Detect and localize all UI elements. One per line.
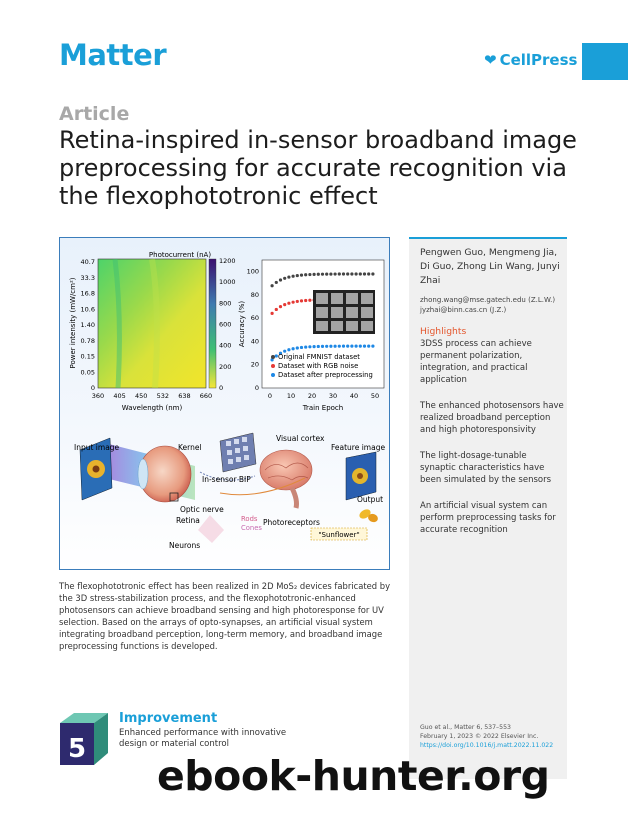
neurons-label: Neurons	[169, 541, 201, 550]
accuracy-point	[342, 272, 345, 275]
publisher-logo	[484, 51, 577, 69]
retina-layers	[198, 515, 224, 543]
doi-link[interactable]: https://doi.org/10.1016/j.matt.2022.11.022	[420, 742, 554, 749]
colorbar-tick: 1200	[219, 257, 236, 265]
colorbar-tick: 0	[219, 384, 224, 392]
sample-images-inset	[313, 290, 375, 334]
cones-label: Cones	[241, 524, 262, 532]
journal-title: Matter	[59, 38, 167, 72]
accuracy-point	[296, 274, 299, 277]
accuracy-point	[275, 308, 278, 311]
highlight-item: 3DSS process can achieve permanent polarization, integration, and practical application	[420, 339, 532, 385]
accuracy-point	[350, 345, 353, 348]
accuracy-point	[367, 272, 370, 275]
accuracy-point	[292, 275, 295, 278]
accuracy-point	[317, 345, 320, 348]
accuracy-ytick: 60	[250, 314, 259, 323]
heatmap-ytick: 1.40	[80, 321, 95, 329]
highlight-item: The enhanced photosensors have realized broadband perception and high photoresponsivity	[420, 401, 564, 435]
improvement-description: Enhanced performance with innovative design or material control	[119, 728, 287, 749]
accuracy-point	[350, 272, 353, 275]
colorbar-tick: 600	[219, 320, 232, 329]
accuracy-point	[279, 278, 282, 281]
heatmap-xtick: 660	[199, 392, 213, 400]
heatmap-ytick: 0.15	[80, 352, 95, 361]
author-list: Pengwen Guo, Mengmeng Jia, Di Guo, Zhong Lin Wang, Junyi Zhai	[420, 247, 560, 286]
article-title: Retina-inspired in-sensor broadband image preprocessing for accurate recognition via the flexophototronic effect	[59, 126, 577, 210]
accuracy-point	[338, 345, 341, 348]
graphical-abstract	[59, 237, 390, 570]
heatmap-ytick: 40.7	[80, 258, 95, 266]
colorbar-tick: 200	[219, 362, 232, 371]
article-type-label: Article	[59, 103, 130, 125]
improvement-title: Improvement	[119, 711, 218, 726]
accuracy-point	[300, 299, 303, 302]
email-link[interactable]: jyzhai@binn.cas.cn (J.Z.)	[420, 306, 507, 314]
eye-lens	[138, 459, 148, 489]
retina-label: Retina	[176, 516, 200, 525]
colorbar-tick: 1000	[219, 278, 236, 287]
heatmap-ylabel: Power intensity (mW/cm²)	[69, 277, 77, 369]
legend-entry: Dataset after preprocessing	[278, 371, 373, 379]
accuracy-point	[313, 273, 316, 276]
accuracy-point	[371, 272, 374, 275]
accuracy-point	[355, 272, 358, 275]
highlights-heading: Highlights	[420, 326, 467, 337]
accuracy-point	[367, 345, 370, 348]
accuracy-point	[283, 303, 286, 306]
colorbar	[209, 259, 216, 388]
kernel-grid	[220, 433, 256, 472]
accuracy-xtick: 30	[328, 392, 338, 400]
improvement-badge-icon	[60, 713, 108, 765]
accuracy-point	[355, 345, 358, 348]
accuracy-point	[275, 281, 278, 284]
heatmap-xlabel: Wavelength (nm)	[121, 404, 183, 412]
accuracy-point	[329, 345, 332, 348]
contact-emails	[420, 295, 565, 315]
accuracy-point	[296, 300, 299, 303]
cellpress-icon: ❤	[484, 51, 497, 69]
heatmap-ytick: 0.05	[80, 368, 95, 377]
accuracy-point	[283, 277, 286, 280]
accuracy-point	[313, 345, 316, 348]
accuracy-point	[304, 345, 307, 348]
accuracy-point	[371, 345, 374, 348]
legend-marker	[271, 355, 275, 359]
publisher-name: CellPress	[499, 51, 578, 69]
figure-caption: The flexophototronic effect has been realized in 2D MoS₂ devices fabricated by the 3D stress-stabilization process, and the flexophototronic-enhanced photosensors can achieve broadband sensing and high photoresponse for UV selection. Based on the arrays of opto-synapses, an artificial visual system integrating broadband perception, long-term memory, and broadband image preprocessing functions is developed.	[59, 581, 391, 651]
legend-marker	[271, 364, 275, 368]
accuracy-xtick: 40	[349, 392, 359, 400]
accuracy-point	[325, 345, 328, 348]
accuracy-point	[321, 273, 324, 276]
corner-accent	[582, 43, 628, 80]
heatmap-xtick: 638	[178, 392, 191, 400]
heatmap-xtick: 360	[91, 392, 105, 400]
accuracy-ytick: 80	[250, 290, 259, 299]
accuracy-ytick: 0	[254, 384, 259, 392]
accuracy-point	[329, 272, 332, 275]
heatmap-ytick: 0	[90, 384, 95, 392]
accuracy-point	[304, 273, 307, 276]
accuracy-point	[338, 272, 341, 275]
visual-cortex-label: Visual cortex	[276, 434, 325, 443]
rods-label: Rods	[241, 515, 258, 523]
accuracy-point	[271, 312, 274, 315]
citation-block	[420, 723, 565, 750]
badge-number: 5	[67, 734, 87, 764]
result-label: "Sunflower"	[318, 531, 360, 539]
accuracy-point	[287, 348, 290, 351]
accuracy-point	[287, 302, 290, 305]
in-sensor-bip-label: In-sensor BIP	[202, 475, 251, 484]
watermark-text: ebook-hunter.org	[157, 752, 550, 800]
optic-nerve-label: Optic nerve	[180, 505, 224, 514]
accuracy-point	[271, 284, 274, 287]
accuracy-ytick: 20	[250, 360, 259, 369]
heatmap-ytick: 10.6	[80, 305, 95, 314]
accuracy-point	[334, 272, 337, 275]
colorbar-tick: 400	[219, 341, 232, 350]
highlight-item: An artificial visual system can perform preprocessing tasks for accurate recognition	[420, 501, 556, 535]
accuracy-point	[346, 345, 349, 348]
accuracy-point	[292, 301, 295, 304]
accuracy-point	[346, 272, 349, 275]
accuracy-point	[342, 345, 345, 348]
heatmap-xtick: 532	[156, 392, 170, 400]
feature-image	[346, 452, 376, 500]
graphical-abstract-svg	[60, 238, 390, 570]
feature-image-label: Feature image	[331, 443, 386, 452]
citation-text: Guo et al., Matter 6, 537–553	[420, 724, 511, 731]
accuracy-point	[363, 345, 366, 348]
kernel-label: Kernel	[178, 443, 202, 452]
legend-entry: Original FMNIST dataset	[278, 353, 360, 361]
accuracy-point	[300, 274, 303, 277]
email-link[interactable]: zhong.wang@mse.gatech.edu (Z.L.W.)	[420, 296, 556, 304]
heatmap-xtick: 405	[113, 392, 126, 400]
accuracy-point	[304, 299, 307, 302]
heatmap-title: Photocurrent (nA)	[148, 251, 212, 259]
input-image-label: Input image	[74, 443, 120, 452]
accuracy-point	[334, 345, 337, 348]
accuracy-xtick: 50	[370, 392, 380, 400]
output-label: Output	[357, 495, 384, 504]
accuracy-ylabel: Accuracy (%)	[238, 300, 246, 348]
heatmap-ytick: 16.8	[80, 289, 95, 298]
accuracy-xtick: 20	[307, 392, 317, 400]
accuracy-ytick: 40	[250, 337, 259, 346]
accuracy-point	[308, 273, 311, 276]
accuracy-point	[287, 275, 290, 278]
legend-marker	[271, 373, 275, 377]
accuracy-point	[359, 345, 362, 348]
accuracy-xlabel: Train Epoch	[302, 404, 344, 412]
accuracy-xtick: 0	[267, 392, 273, 400]
accuracy-point	[317, 273, 320, 276]
legend-entry: Dataset with RGB noise	[278, 362, 359, 370]
accuracy-point	[308, 299, 311, 302]
accuracy-point	[300, 346, 303, 349]
butterfly-icon	[358, 508, 379, 524]
accuracy-point	[321, 345, 324, 348]
heatmap-xtick: 450	[134, 392, 148, 400]
photoreceptors-label: Photoreceptors	[263, 518, 320, 527]
accuracy-point	[359, 272, 362, 275]
heatmap-ytick: 0.78	[80, 336, 95, 345]
brain-illustration	[260, 450, 312, 508]
heatmap-ytick: 33.3	[80, 273, 95, 282]
accuracy-ytick: 100	[246, 267, 259, 276]
accuracy-point	[308, 345, 311, 348]
accuracy-point	[325, 273, 328, 276]
accuracy-point	[279, 305, 282, 308]
accuracy-point	[292, 347, 295, 350]
highlight-item: The light-dosage-tunable synaptic characteristics have been simulated by the sensors	[420, 451, 552, 485]
accuracy-point	[296, 346, 299, 349]
publication-date: February 1, 2023 © 2022 Elsevier Inc.	[420, 733, 539, 740]
accuracy-point	[363, 272, 366, 275]
accuracy-xtick: 10	[286, 392, 296, 400]
colorbar-tick: 800	[219, 299, 232, 308]
